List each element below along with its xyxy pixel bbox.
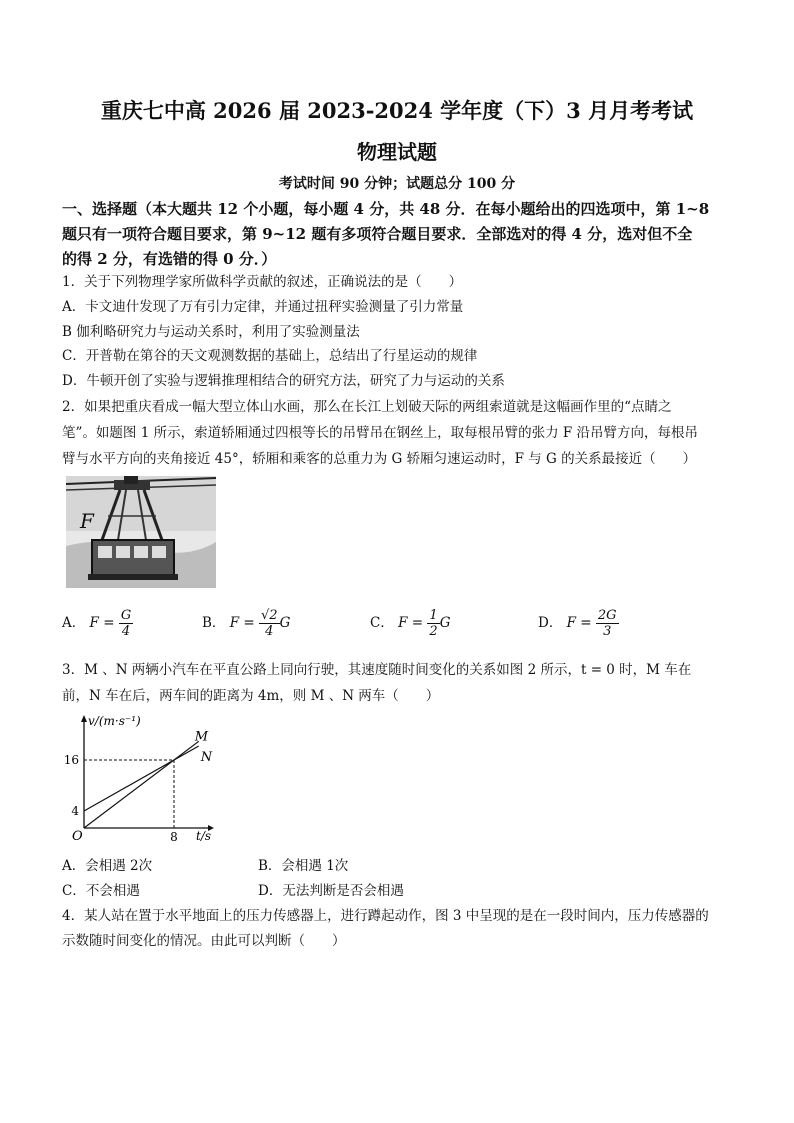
graph-y-arrow (81, 715, 87, 722)
exam-meta: 考试时间 90 分钟；试题总分 100 分 (278, 176, 516, 192)
graph-series-n-label: N (200, 749, 213, 765)
q1-option-a: A．卡文迪什发现了万有引力定律，并通过扭秤实验测量了引力常量 (62, 299, 464, 315)
q2-option-c-numerator: 1 (429, 608, 438, 623)
q3-option-a: A．会相遇 2次 (62, 858, 153, 874)
section-line-2: 题只有一项符合题目要求，第 9~12 题有多项符合题目要求．全部选对的得 4 分，选对但不全 (62, 225, 693, 243)
q2-option-b-numerator: √2 (261, 608, 278, 623)
graph-xlabel: t/s (196, 829, 212, 843)
q2-option-a-lhs: F = (89, 615, 115, 631)
graph-origin: O (72, 829, 83, 844)
q2-stem-line-3: 臂与水平方向的夹角接近 45°，轿厢和乘客的总重力为 G 轿厢匀速运动时，F 与 G 的关系最接近（ ） (62, 451, 697, 467)
q2-option-c-tail: G (439, 615, 451, 631)
q2-option-d-denominator: 3 (603, 624, 612, 639)
q3-option-c: C．不会相遇 (62, 883, 140, 899)
q4-stem-line-2: 示数随时间变化的情况。由此可以判断（ ） (62, 933, 346, 949)
exam-subject: 物理试题 (357, 140, 437, 164)
q2-option-d (538, 608, 619, 639)
q4-stem-line-1: 4．某人站在置于水平地面上的压力传感器上，进行蹲起动作，图 3 中呈现的是在一段时间内，压力传感器的 (62, 908, 709, 924)
exam-title: 重庆七中高 2026 届 2023-2024 学年度（下）3 月月考考试 (100, 98, 694, 123)
q2-option-a (62, 608, 133, 639)
q2-option-b-lhs: F = (229, 615, 255, 631)
section-line-1: 一、选择题（本大题共 12 个小题，每小题 4 分，共 48 分．在每小题给出的四选项中，第 1~8 (62, 200, 710, 218)
graph-series-m-label: M (194, 729, 209, 745)
q1-option-b: B 伽利略研究力与运动关系时，利用了实验测量法 (62, 324, 360, 340)
q2-option-a-fraction (119, 608, 133, 639)
q1-stem: 1．关于下列物理学家所做科学贡献的叙述，正确说法的是（ ） (62, 274, 463, 290)
q2-stem-line-1: 2．如果把重庆看成一幅大型立体山水画，那么在长江上划破天际的两组索道就是这幅画作里的“点睛之 (62, 399, 672, 415)
q2-option-a-denominator: 4 (121, 624, 131, 639)
q1-option-c: C．开普勒在第谷的天文观测数据的基础上，总结出了行星运动的规律 (62, 348, 478, 364)
section-instructions (62, 197, 734, 272)
graph-x-tick-8: 8 (170, 830, 178, 844)
q3-stem-line-1: 3．M 、N 两辆小汽车在平直公路上同向行驶，其速度随时间变化的关系如图 2 所示，t = 0 时，M 车在 (62, 662, 692, 678)
q1-option-d: D．牛顿开创了实验与逻辑推理相结合的研究方法，研究了力与运动的关系 (62, 373, 505, 389)
graph-ylabel: v/(m·s⁻¹) (88, 714, 141, 728)
q2-option-b-denominator: 4 (265, 624, 274, 639)
q3-option-d: D．无法判断是否会相遇 (258, 883, 404, 899)
q2-option-b (202, 608, 290, 639)
q2-option-b-label: B． (202, 615, 226, 631)
photo-force-label: F (80, 509, 94, 533)
q2-option-c-denominator: 2 (429, 624, 438, 639)
q2-stem-line-2: 笔”。如题图 1 所示，索道轿厢通过四根等长的吊臂吊在钢丝上，取每根吊臂的张力 F 沿吊臂方向，每根吊 (62, 425, 699, 441)
q2-option-a-numerator: G (120, 608, 132, 623)
q2-option-b-fraction (259, 608, 280, 639)
q2-option-c-fraction (427, 608, 439, 639)
velocity-time-graph (62, 712, 222, 844)
q2-option-d-lhs: F = (566, 615, 592, 631)
q2-option-d-numerator: 2G (597, 608, 617, 623)
q2-option-a-label: A． (62, 615, 86, 631)
section-line-3: 的得 2 分，有选错的得 0 分．） (62, 250, 277, 268)
q2-option-c (370, 608, 451, 639)
cable-car-photo (66, 476, 216, 588)
graph-series-m-line (84, 741, 199, 828)
q2-option-c-lhs: F = (398, 615, 424, 631)
q3-option-b: B．会相遇 1次 (258, 858, 349, 874)
graph-y-tick-16: 16 (63, 753, 79, 767)
q2-option-b-tail: G (279, 615, 291, 631)
q2-option-c-label: C． (370, 615, 394, 631)
q2-option-d-label: D． (538, 615, 563, 631)
graph-y-tick-4: 4 (71, 804, 79, 818)
q2-option-d-fraction (596, 608, 619, 639)
graph-series-n-line (84, 746, 199, 811)
q3-stem-line-2: 前，N 车在后，两车间的距离为 4m，则 M 、N 两车（ ） (62, 688, 440, 704)
